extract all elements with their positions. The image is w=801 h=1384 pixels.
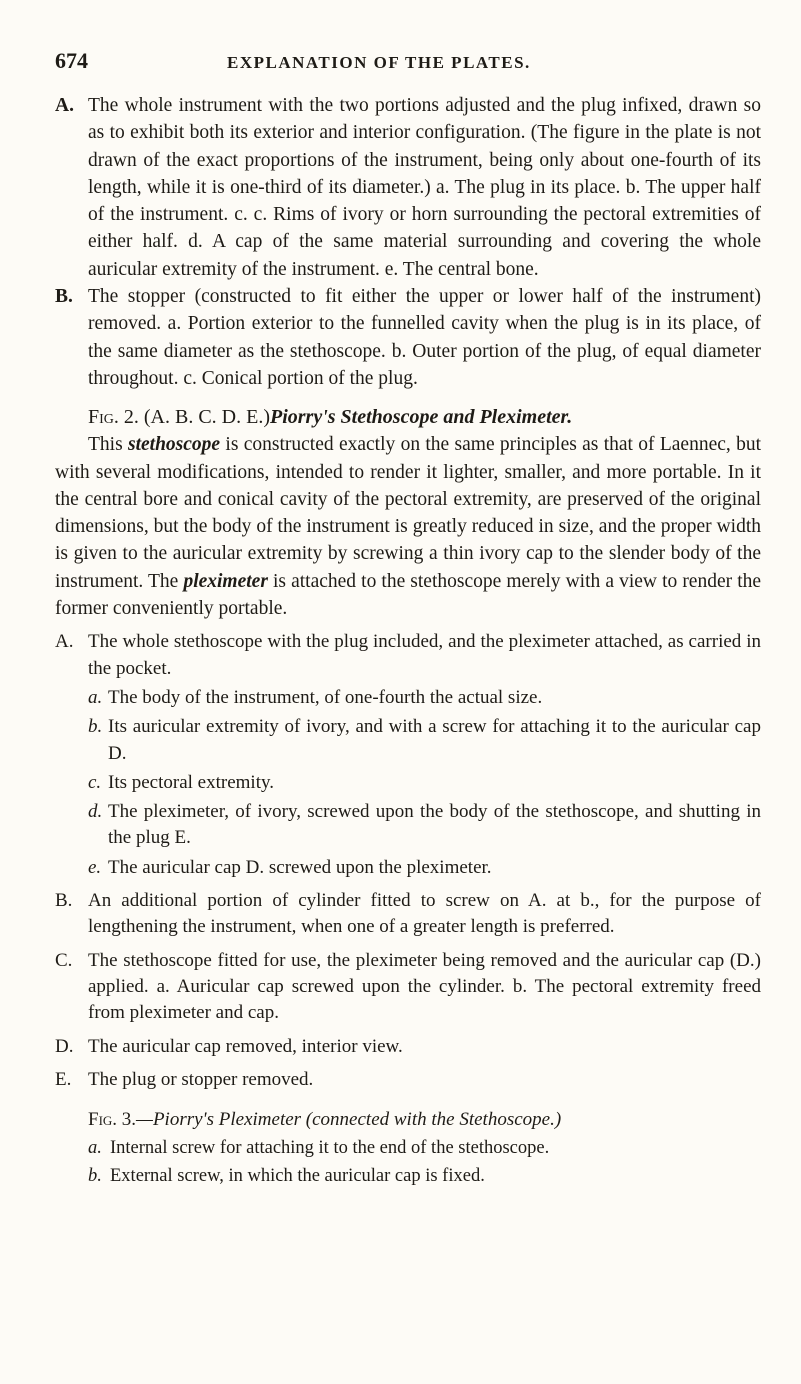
fig3-label: Fig. 3. [88,1109,137,1131]
term-stethoscope: stethoscope [128,434,221,456]
entry-text: The whole stethoscope with the plug included, and the pleximeter attached, as carried in the pocket. [88,631,761,679]
paragraph-lead: This [88,434,123,456]
fig2-sub-c [55,770,761,796]
fig2-paragraph [55,431,761,622]
sub-text: The auricular cap D. screwed upon the pleximeter. [108,856,492,878]
sub-key: a. [88,1138,102,1159]
fig2-sub-d [55,799,761,852]
fig2-entry-b [55,888,761,941]
entry-text: The plug or stopper removed. [88,1068,314,1090]
fig3-caption [88,1107,761,1133]
sub-text: Its auricular extremity of ivory, and with a screw for attaching it to the auricular cap D. [108,716,761,764]
fig3-sub-a [88,1135,761,1161]
sub-key: b. [88,1166,102,1187]
sub-text: The body of the instrument, of one-fourth the actual size. [108,686,543,708]
sub-key: c. [88,771,102,793]
fig2-entry-d [55,1034,761,1060]
fig2-sub-e [55,855,761,881]
fig1-entry-b [55,283,761,392]
sub-text: Internal screw for attaching it to the end of the stethoscope. [110,1138,550,1159]
entry-key: E. [55,1068,72,1090]
sub-key: d. [88,801,103,823]
entry-key: B. [55,286,73,308]
fig2-title: Piorry's Stethoscope and Pleximeter. [270,406,573,429]
fig2-entry-a [55,629,761,682]
fig2-caption [88,404,761,431]
entry-key: A. [55,95,74,116]
fig2-entry-e [55,1067,761,1093]
fig3-sub-b [88,1163,761,1189]
fig2-entry-c [55,948,761,1027]
fig2-label: Fig. 2. (A. B. C. D. E.) [88,406,270,429]
sub-key: e. [88,856,102,878]
sub-text: The pleximeter, of ivory, screwed upon the body of the stethoscope, and shutting in the plug E. [108,801,761,849]
entry-key: A. [55,631,74,653]
fig3-title: —Piorry's Pleximeter (connected with the Stethoscope.) [136,1109,562,1131]
fig2-sub-a [55,685,761,711]
entry-text: The auricular cap removed, interior view. [88,1035,403,1057]
sub-text: External screw, in which the auricular cap is fixed. [110,1166,485,1187]
page-header [55,48,761,88]
entry-text: An additional portion of cylinder fitted to screw on A. at b., for the purpose of lengthening the instrument, when one of a greater length is preferred. [88,890,761,938]
entry-key: D. [55,1035,74,1057]
fig2-sub-b [55,714,761,767]
paragraph-end: is attached to the stethoscope merely with a view to render the former conveniently portable. [55,570,762,620]
entry-text: The stopper (constructed to fit either the upper or lower half of the instrument) removed. a. Portion exterior to the funnelled cavity when the plug is in its place, of the same diameter as the stethoscope. b. Outer portion of the plug, of equal diameter throughout. c. Conical portion of the plug. [88,286,761,389]
sub-key: a. [88,686,103,708]
term-pleximeter: pleximeter [183,570,268,592]
page-body [55,92,761,1189]
running-head: EXPLANATION OF THE PLATES. [227,53,531,72]
entry-key: B. [55,890,73,912]
sub-key: b. [88,716,103,738]
sub-text: Its pectoral extremity. [108,771,275,793]
entry-key: C. [55,949,73,971]
page-number: 674 [55,48,88,73]
entry-text: The whole instrument with the two portions adjusted and the plug infixed, drawn so as to exhibit both its exterior and interior configuration. (The figure in the plate is not drawn of the exact proportions of the instrument, being only about one-fourth of its length, while it is one-third of its diameter.) a. The plug in its place. b. The upper half of the instrument. c. c. Rims of ivory or horn surrounding the pectoral extremities of either half. d. A cap of the same material surrounding and covering the whole auricular extremity of the instrument. e. The central bone. [88,95,761,280]
entry-text: The stethoscope fitted for use, the pleximeter being removed and the auricular cap (D.) applied. a. Auricular cap screwed upon the cylinder. b. The pectoral extremity freed from pleximeter and cap. [88,949,761,1024]
paragraph-mid: is constructed exactly on the same principles as that of Laennec, but with several modifications, intended to render it lighter, smaller, and more portable. In it the central bore and conical cavity of the pectoral extremity, are preserved of the original dimensions, but the body of the instrument is greatly reduced in size, and the proper width is given to the auricular extremity by screwing a thin ivory cap to the slender body of the instrument. The [55,434,762,592]
fig1-entry-a [55,92,761,283]
